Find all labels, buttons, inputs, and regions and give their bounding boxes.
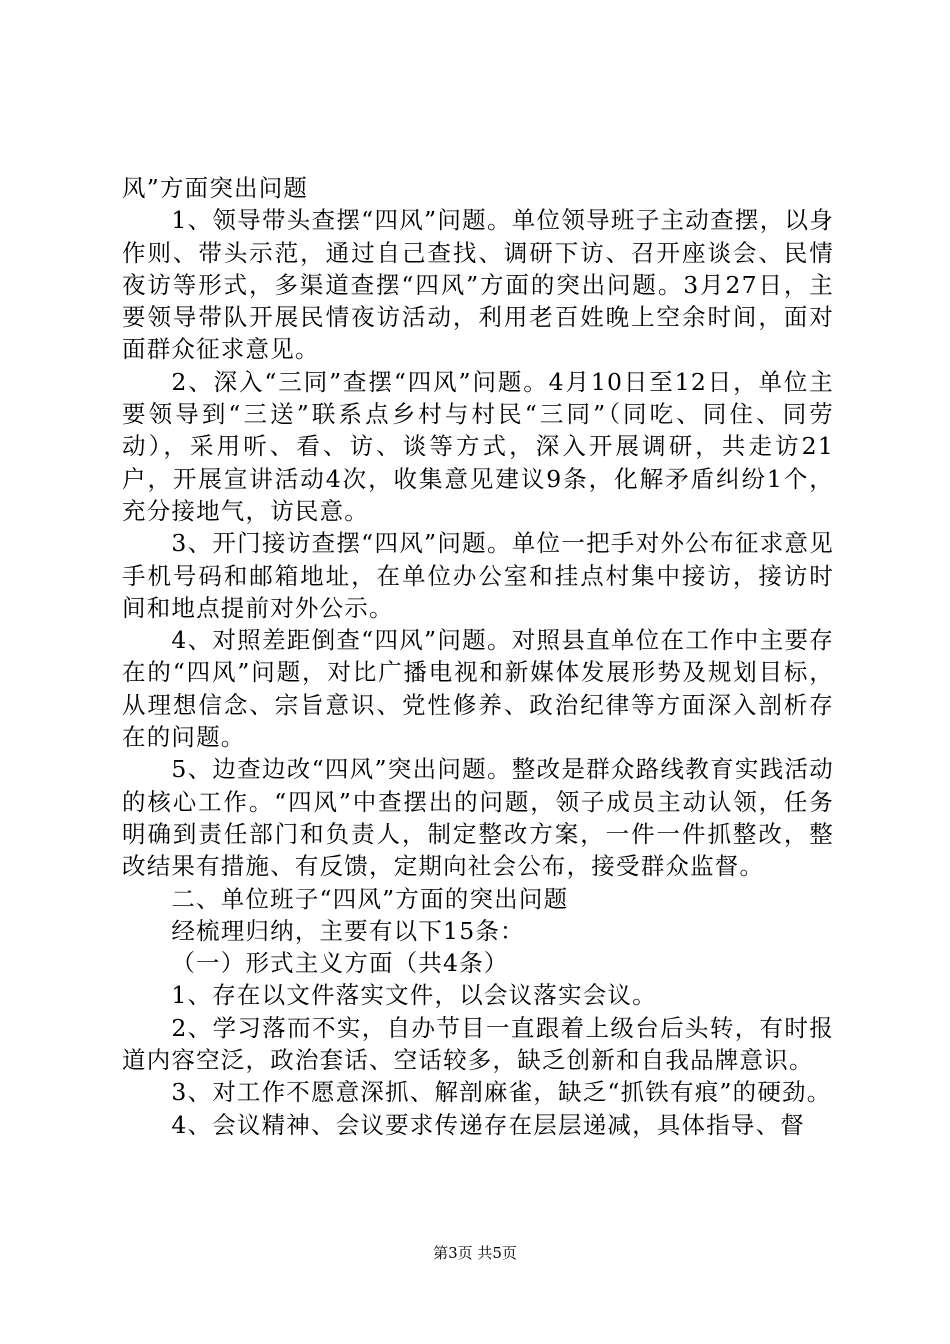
issue-item-4: 4、会议精神、会议要求传递存在层层递减，具体指导、督 (171, 1110, 805, 1139)
paragraph-item-3: 3、开门接访查摆“四风”问题。单位一把手对外公布征求意见手机号码和邮箱地址，在单位办公室和挂点村集中接访，接访时间和地点提前对外公示。 (122, 529, 834, 622)
section-heading-2: 二、单位班子“四风”方面的突出问题 (171, 884, 569, 913)
document-body (122, 172, 834, 1141)
page-footer: 第3页 共5页 (433, 1244, 517, 1262)
summary-line: 经梳理归纳，主要有以下15条： (171, 916, 525, 945)
paragraph-continuation: 风”方面突出问题 (122, 174, 309, 202)
issue-item-3: 3、对工作不愿意深抓、解剖麻雀，缺乏“抓铁有痕”的硬劲。 (171, 1078, 832, 1107)
paragraph-item-4: 4、对照差距倒查“四风”问题。对照县直单位在工作中主要存在的“四风”问题，对比广播电视和新媒体发展形势及规划目标，从理想信念、宗旨意识、党性修养、政治纪律等方面深入剖析存在的问题。 (122, 626, 834, 752)
paragraph-item-2: 2、深入“三同”查摆“四风”问题。4月10日至12日，单位主要领导到“三送”联系点乡村与村民“三同”（同吃、同住、同劳动），采用听、看、访、谈等方式，深入开展调研，共走访21户，开展宣讲活动4次，收集意见建议9条，化解矛盾纠纷1个，充分接地气，访民意。 (122, 367, 834, 525)
issue-item-1: 1、存在以文件落实文件，以会议落实会议。 (171, 981, 657, 1010)
subsection-heading-formalism: （一）形式主义方面（共4条） (171, 949, 509, 978)
paragraph-item-1: 1、领导带头查摆“四风”问题。单位领导班子主动查摆，以身作则、带头示范，通过自己查找、调研下访、召开座谈会、民情夜访等形式，多渠道查摆“四风”方面的突出问题。3月27日，主要领导带队开展民情夜访活动，利用老百姓晚上空余时间，面对面群众征求意见。 (122, 206, 834, 364)
issue-item-2: 2、学习落而不实，自办节目一直跟着上级台后头转，有时报道内容空泛，政治套话、空话较多，缺乏创新和自我品牌意识。 (122, 1013, 834, 1075)
paragraph-item-5: 5、边查边改“四风”突出问题。整改是群众路线教育实践活动的核心工作。“四风”中查摆出的问题，领子成员主动认领，任务明确到责任部门和负责人，制定整改方案，一件一件抓整改，整改结果有措施、有反馈，定期向社会公布，接受群众监督。 (122, 755, 834, 881)
